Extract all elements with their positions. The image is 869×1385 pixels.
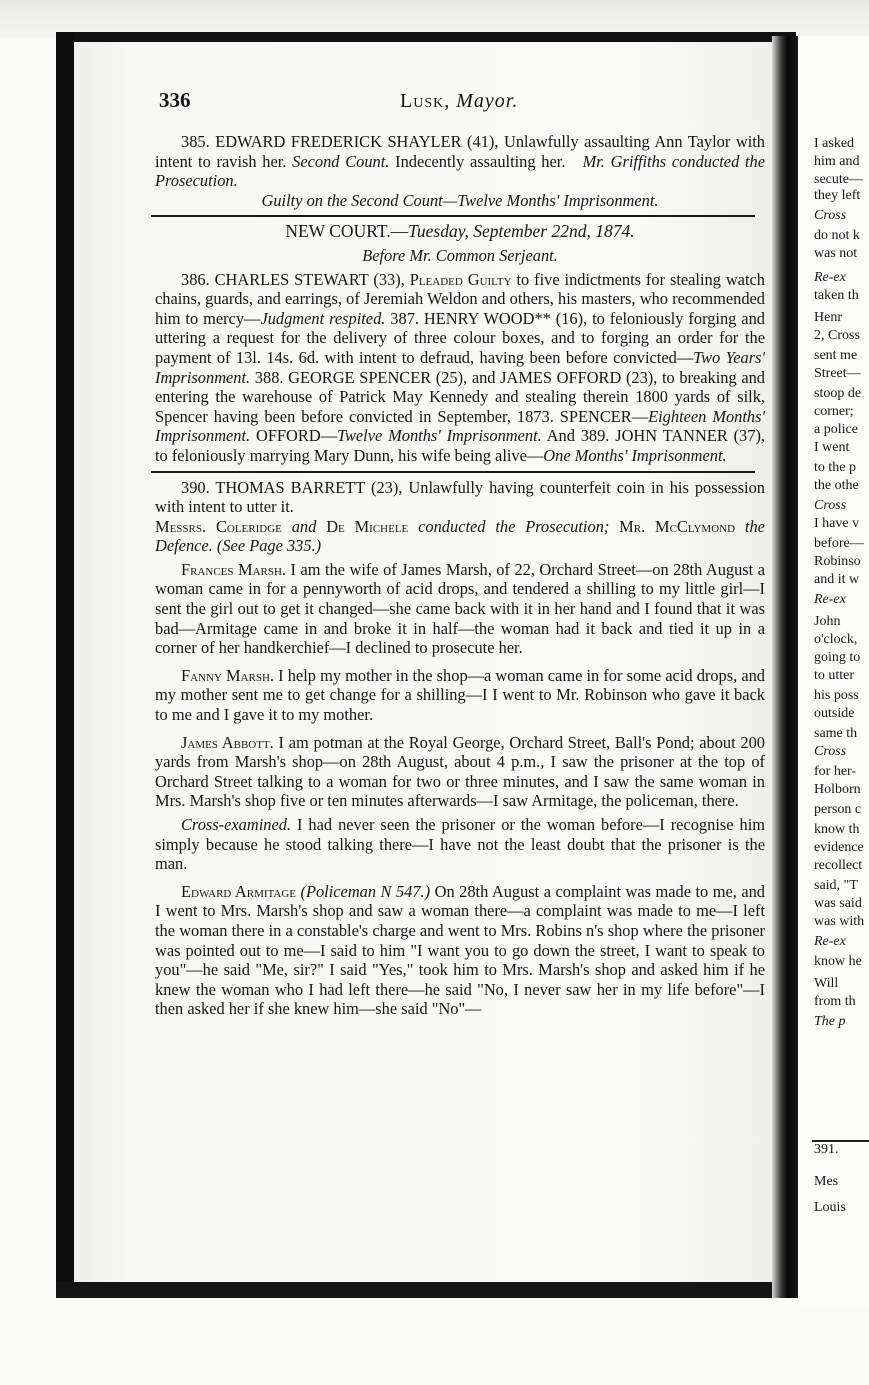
case-385-verdict: Guilty on the Second Count—Twelve Months' Imprisonment.	[261, 190, 659, 210]
case-390-counsel	[155, 517, 765, 556]
case-388-offord: OFFORD—	[255, 426, 338, 446]
section-rule-2	[151, 471, 755, 473]
book-edge-bottom	[56, 1282, 796, 1298]
right-page-line: corner;	[814, 404, 854, 419]
right-page-line: Re-ex	[814, 270, 846, 285]
right-page-line: stoop de	[814, 386, 862, 401]
right-page-line: The p	[814, 1014, 846, 1029]
witness-edward-armitage	[155, 882, 765, 1019]
page-number: 336	[159, 88, 191, 112]
case-386-389-text	[155, 270, 765, 466]
right-page-line: person c	[814, 802, 862, 817]
right-page-line: Re-ex	[814, 592, 846, 607]
right-page-line: Street—	[814, 366, 861, 381]
counsel-and: and	[291, 516, 317, 536]
court-title: NEW COURT.—	[285, 221, 409, 242]
case-385-num: 385.	[181, 132, 210, 151]
right-page-line: Holborn	[814, 782, 861, 797]
witness-testimony: I am potman at the Royal George, Orchard Street, Ball's Pond; about 200 yards from Marsh's shop—on 28th August, about 4 p.m., I saw the prisoner at the top of Orchard Street talking to a woman for two or three minutes, and I saw the same woman in Mrs. Marsh's shop five or ten minutes afterwards—I saw Armitage, the policeman, there.	[155, 732, 765, 811]
right-page-line: to utter	[814, 668, 855, 683]
right-page-line: for her-	[814, 764, 857, 779]
right-page-line: evidence	[814, 840, 864, 855]
witness-testimony: On 28th August a complaint was made to me, and I went to Mrs. Marsh's shop and saw a woman there—a complaint was made to me—I left the woman there in a constable's charge and went to Mrs. Robins n's shop where the prisoner was pointed out to me—I said to him "I want you to go down the street, I want to speak to you"—he said "Me, sir?" I said "Yes," took him to Mrs. Marsh's shop and asked him if he knew the woman who I had left there—he said "No, I never saw her in my life before"—I then asked her if she knew him—she said "No"—	[155, 881, 765, 1019]
right-page-line: Cross	[814, 208, 847, 223]
witness-fanny-marsh	[155, 666, 765, 725]
cross-examination	[155, 815, 765, 874]
right-page-line: Cross	[814, 744, 847, 759]
case-385-charge2: Indecently assaulting her.	[395, 151, 566, 171]
witness-frances-marsh	[155, 560, 765, 658]
running-head	[400, 90, 518, 113]
counsel-prosecution: conducted the Prosecution;	[418, 516, 610, 536]
right-page-line: recollect	[814, 858, 863, 873]
witness-name: Frances Marsh.	[181, 559, 287, 579]
right-page-line: o'clock,	[814, 632, 858, 647]
case-388-sentence-spencer: Eighteen Months' Imprisonment.	[155, 406, 766, 446]
right-page-line: to the p	[814, 460, 856, 475]
case-385-second-count: Second Count.	[292, 151, 390, 171]
cross-examined-label: Cross-examined.	[181, 815, 292, 834]
right-page-line: they left	[814, 188, 861, 203]
right-page-line: know th	[814, 822, 860, 837]
case-385-text	[155, 132, 765, 191]
counsel-see-page: (See Page 335.)	[216, 536, 322, 556]
witness-james-abbott	[155, 733, 765, 811]
witness-name: Edward Armitage	[181, 881, 296, 901]
right-page-line: I have v	[814, 516, 860, 531]
right-page-line: 2, Cross	[814, 328, 860, 343]
right-page-line: was with	[814, 914, 865, 929]
case-386-text2: to five indictments for stealing watch chains, guards, and earrings, of Jeremiah Weldon and others, his masters, who recommended him to mercy—	[155, 269, 765, 328]
right-page-line: know he	[814, 954, 862, 969]
right-page-line: taken th	[814, 288, 859, 303]
right-page-line: I asked	[814, 136, 855, 151]
right-page-line: going to	[814, 650, 861, 665]
book-edge-top	[56, 32, 796, 42]
running-head-role: Mayor.	[456, 90, 519, 112]
case-389-text: And 389. JOHN TANNER (37), to feloniously marrying Mary Dunn, his wife being alive—	[155, 426, 766, 465]
page-content	[155, 84, 765, 1019]
right-page-line: Henr	[814, 310, 842, 325]
counsel-mcclymond: Mr. McClymond	[619, 516, 736, 536]
witness-testimony: I am the wife of James Marsh, of 22, Orchard Street—on 28th August a woman came in for a pennyworth of acid drops, and tendered a shilling to my little girl—I sent the girl out to get it changed—she came back with it in her hand and I found that it was bad—Armitage came in and broke it in half—the woman had it back and tied it up in a corner of her handkerchief—I declined to prosecute her.	[155, 559, 765, 658]
case-388-text: 388. GEORGE SPENCER (25), and JAMES OFFORD (23), to breaking and entering the warehouse of Patrick May Kennedy and stealing therein 1800 yards of silk, Spencer having been before convicted in September, 1873. SPENCER—	[155, 367, 765, 426]
right-page-line: Cross	[814, 498, 847, 513]
counsel-de-michele: De Michele	[326, 516, 409, 536]
counsel-defence: the Defence.	[155, 516, 765, 556]
right-page-line: Robinso	[814, 554, 861, 569]
case-385-name: EDWARD FREDERICK SHAYLER (41),	[215, 132, 499, 151]
right-page-line: same th	[814, 726, 858, 741]
right-page-line: a police	[814, 422, 858, 437]
right-page-line: was said	[814, 896, 862, 911]
right-page-line: do not k	[814, 228, 860, 243]
book-gutter	[772, 36, 798, 1298]
right-page-line: Re-ex	[814, 934, 846, 949]
section-rule-1	[151, 215, 755, 217]
right-page-line: and it w	[814, 572, 860, 587]
right-page-line: his poss	[814, 688, 859, 703]
right-page-line: I went	[814, 440, 850, 455]
book-edge-left	[56, 32, 74, 1294]
cross-examined-text: I had never seen the prisoner or the woman before—I recognise him simply because he stood talking there—I have not the least doubt that the prisoner is the man.	[155, 815, 765, 874]
right-page-line: Will	[814, 976, 839, 991]
case-386-judgment: Judgment respited.	[260, 308, 386, 328]
witness-name: Fanny Marsh.	[181, 665, 275, 685]
right-page-line: John	[814, 614, 841, 629]
case-390-heading: 390. THOMAS BARRETT (23), Unlawfully having counterfeit coin in his possession with intent to utter it.	[155, 477, 765, 517]
court-date: Tuesday, September 22nd, 1874.	[408, 221, 635, 242]
counsel-coleridge: Messrs. Coleridge	[155, 516, 282, 536]
case-388-sentence-offord: Twelve Months' Imprisonment.	[337, 426, 542, 446]
right-page-fragment	[798, 36, 869, 1306]
right-page-line: secute—	[814, 172, 863, 187]
case-386-pleaded: Pleaded Guilty	[409, 269, 512, 289]
court-before: Before Mr. Common Serjeant.	[362, 245, 558, 265]
right-page-line: outside	[814, 706, 855, 721]
right-page-line: 391.	[814, 1142, 839, 1157]
right-page-line: before—	[814, 536, 864, 551]
right-page-line: Louis	[814, 1200, 846, 1215]
court-heading	[155, 222, 765, 242]
right-page-line: Mes	[814, 1174, 839, 1189]
witness-badge: (Policeman N 547.)	[300, 881, 431, 901]
running-head-name: Lusk,	[400, 90, 451, 112]
page-header	[155, 84, 765, 118]
right-page-line: sent me	[814, 348, 858, 363]
case-386-text1: 386. CHARLES STEWART (33),	[181, 269, 405, 289]
right-page-line: was not	[814, 246, 858, 261]
right-page-line: from th	[814, 994, 856, 1009]
right-page-line: said, "T	[814, 878, 858, 893]
case-385-prosecution: Mr. Griffiths conducted the Prosecution.	[155, 151, 766, 191]
case-387-text: 387. HENRY WOOD** (16), to feloniously forging and uttering a request for the delivery of three colour boxes, and to forging an order for the payment of 13l. 14s. 6d. with intent to defraud, having been before convicted—	[155, 308, 765, 367]
right-page-line: him and	[814, 154, 860, 169]
right-page-line: the othe	[814, 478, 859, 493]
witness-testimony: I help my mother in the shop—a woman came in for some acid drops, and my mother sent me to get change for a shilling—I I went to Mr. Robinson who gave it back to me and I gave it to my mother.	[155, 665, 765, 725]
case-385-charge: Unlawfully assaulting Ann Taylor with intent to ravish her.	[155, 132, 765, 171]
witness-name: James Abbott.	[181, 732, 274, 752]
case-389-sentence: One Months' Imprisonment.	[543, 445, 727, 465]
case-387-sentence: Two Years' Imprisonment.	[155, 347, 765, 387]
